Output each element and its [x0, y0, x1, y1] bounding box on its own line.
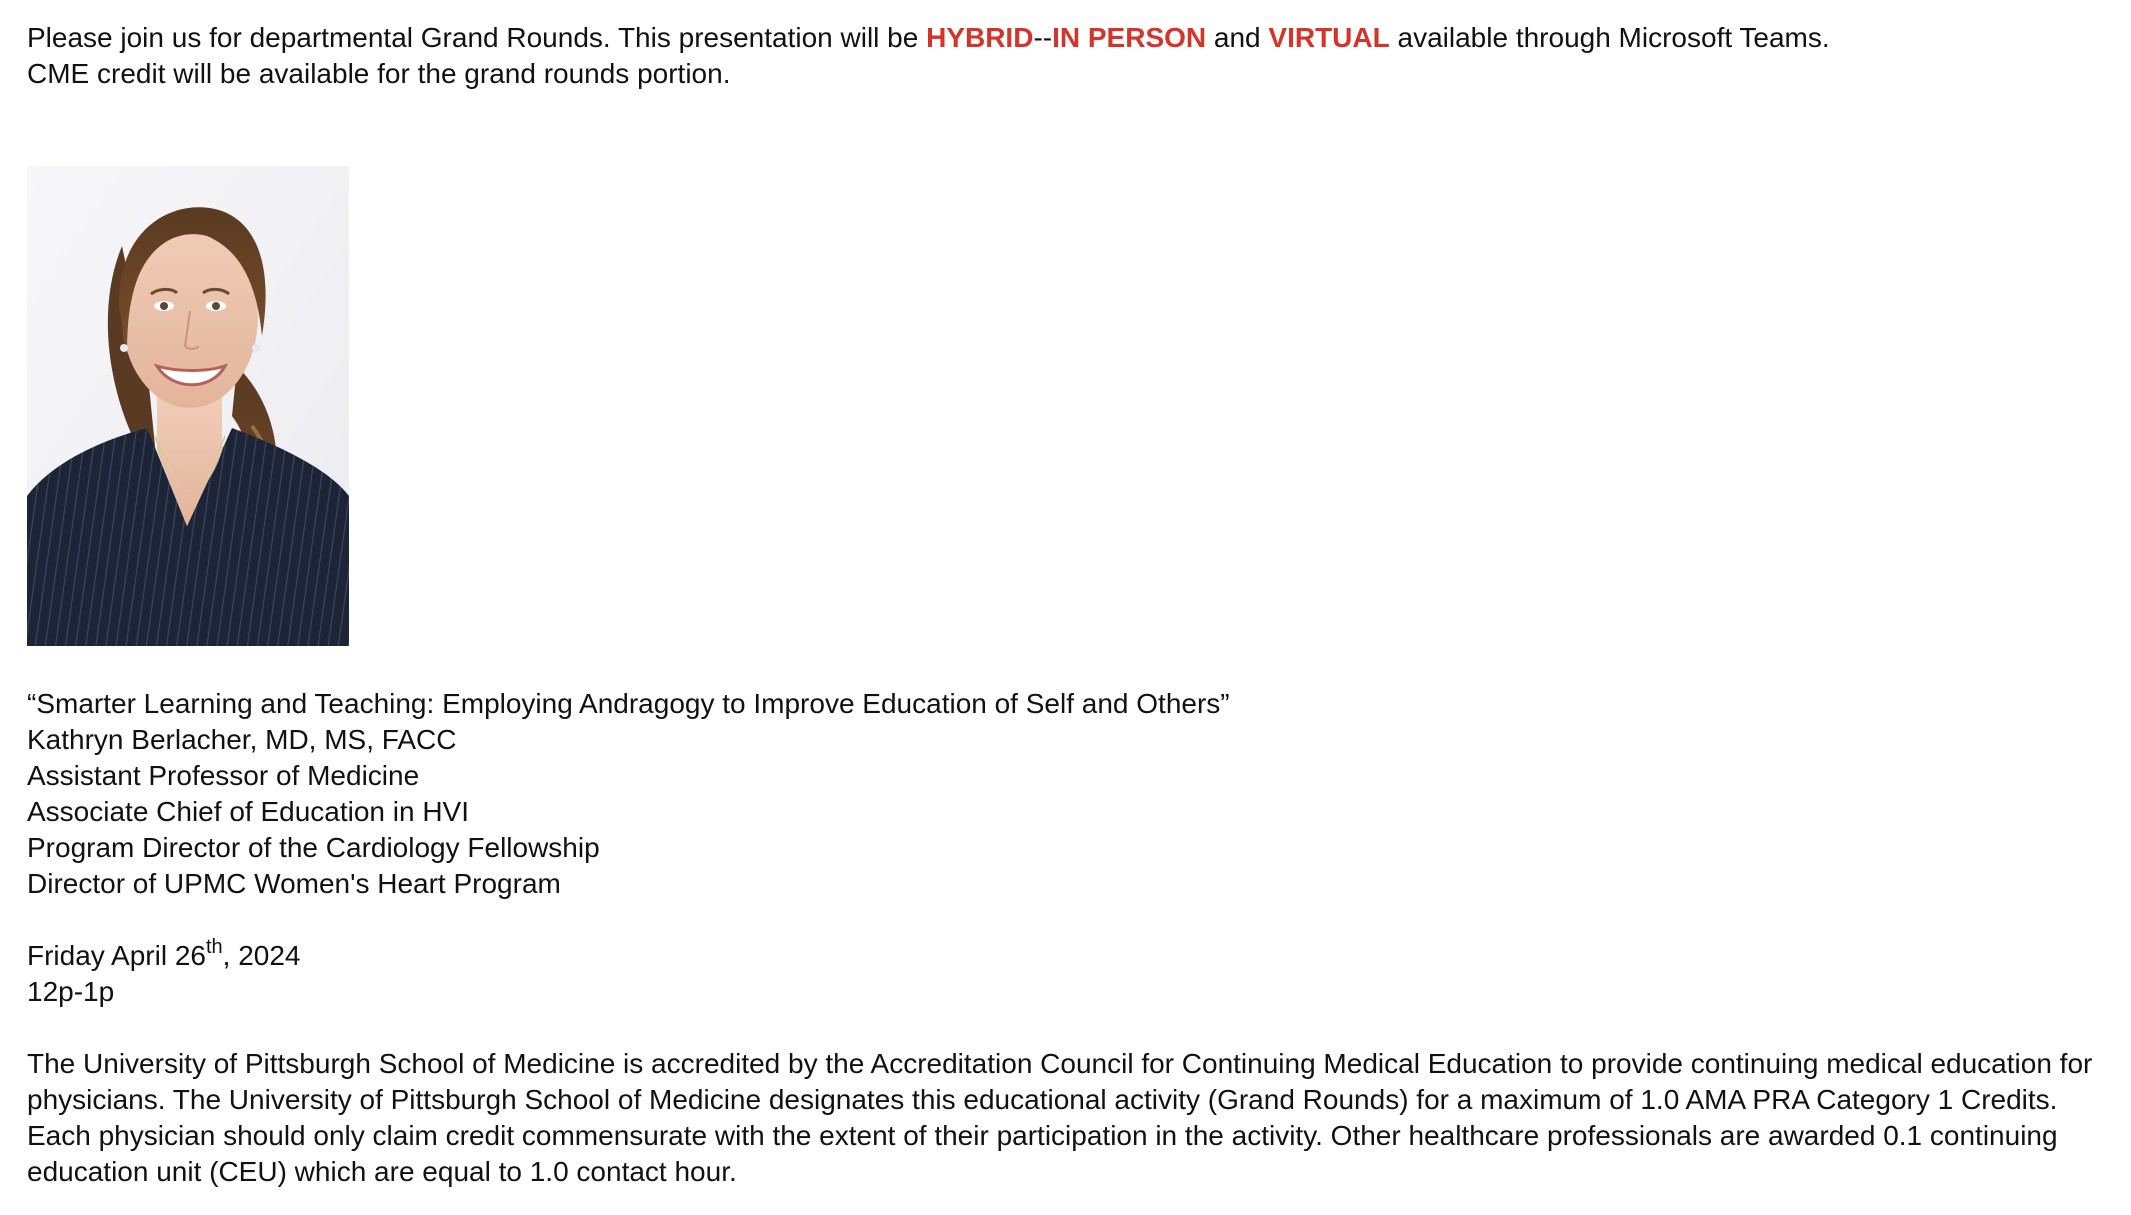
intro-and: and [1206, 22, 1269, 53]
speaker-title-2: Associate Chief of Education in HVI [27, 796, 470, 827]
in-person-label: IN PERSON [1052, 22, 1207, 53]
speaker-photo [27, 166, 349, 646]
hybrid-label: HYBRID [926, 22, 1034, 53]
talk-details [27, 686, 2122, 902]
speaker-title-3: Program Director of the Cardiology Fellowship [27, 832, 600, 863]
accreditation-statement: The University of Pittsburgh School of Medicine is accredited by the Accreditation Council for Continuing Medical Education to provide continuing medical education for physicians. The University of Pittsburgh School of Medicine designates this educational activity (Grand Rounds) for a maximum of 1.0 AMA PRA Category 1 Credits. Each physician should only claim credit commensurate with the extent of their participation in the activity. Other healthcare professionals are awarded 0.1 continuing education unit (CEU) which are equal to 1.0 contact hour. [27, 1048, 2093, 1187]
event-date-prefix: Friday April 26 [27, 940, 206, 971]
event-date [27, 938, 2122, 974]
speaker-title-4: Director of UPMC Women's Heart Program [27, 868, 561, 899]
intro-line [27, 20, 2122, 56]
speaker-name: Kathryn Berlacher, MD, MS, FACC [27, 724, 457, 755]
speaker-title-1: Assistant Professor of Medicine [27, 760, 420, 791]
event-time: 12p-1p [27, 976, 115, 1007]
talk-title: “Smarter Learning and Teaching: Employing Andragogy to Improve Education of Self and Others” [27, 688, 1230, 719]
event-date-year: , 2024 [222, 940, 301, 971]
event-date-ordinal: th [205, 936, 223, 958]
email-body [27, 20, 2122, 1190]
event-datetime [27, 938, 2122, 1010]
speaker-portrait-icon [27, 166, 349, 646]
intro-dash: -- [1033, 22, 1053, 53]
cme-availability-line: CME credit will be available for the grand rounds portion. [27, 58, 731, 89]
intro-prefix: Please join us for departmental Grand Rounds. This presentation will be [27, 22, 927, 53]
virtual-label: VIRTUAL [1268, 22, 1390, 53]
intro-suffix: available through Microsoft Teams. [1389, 22, 1830, 53]
